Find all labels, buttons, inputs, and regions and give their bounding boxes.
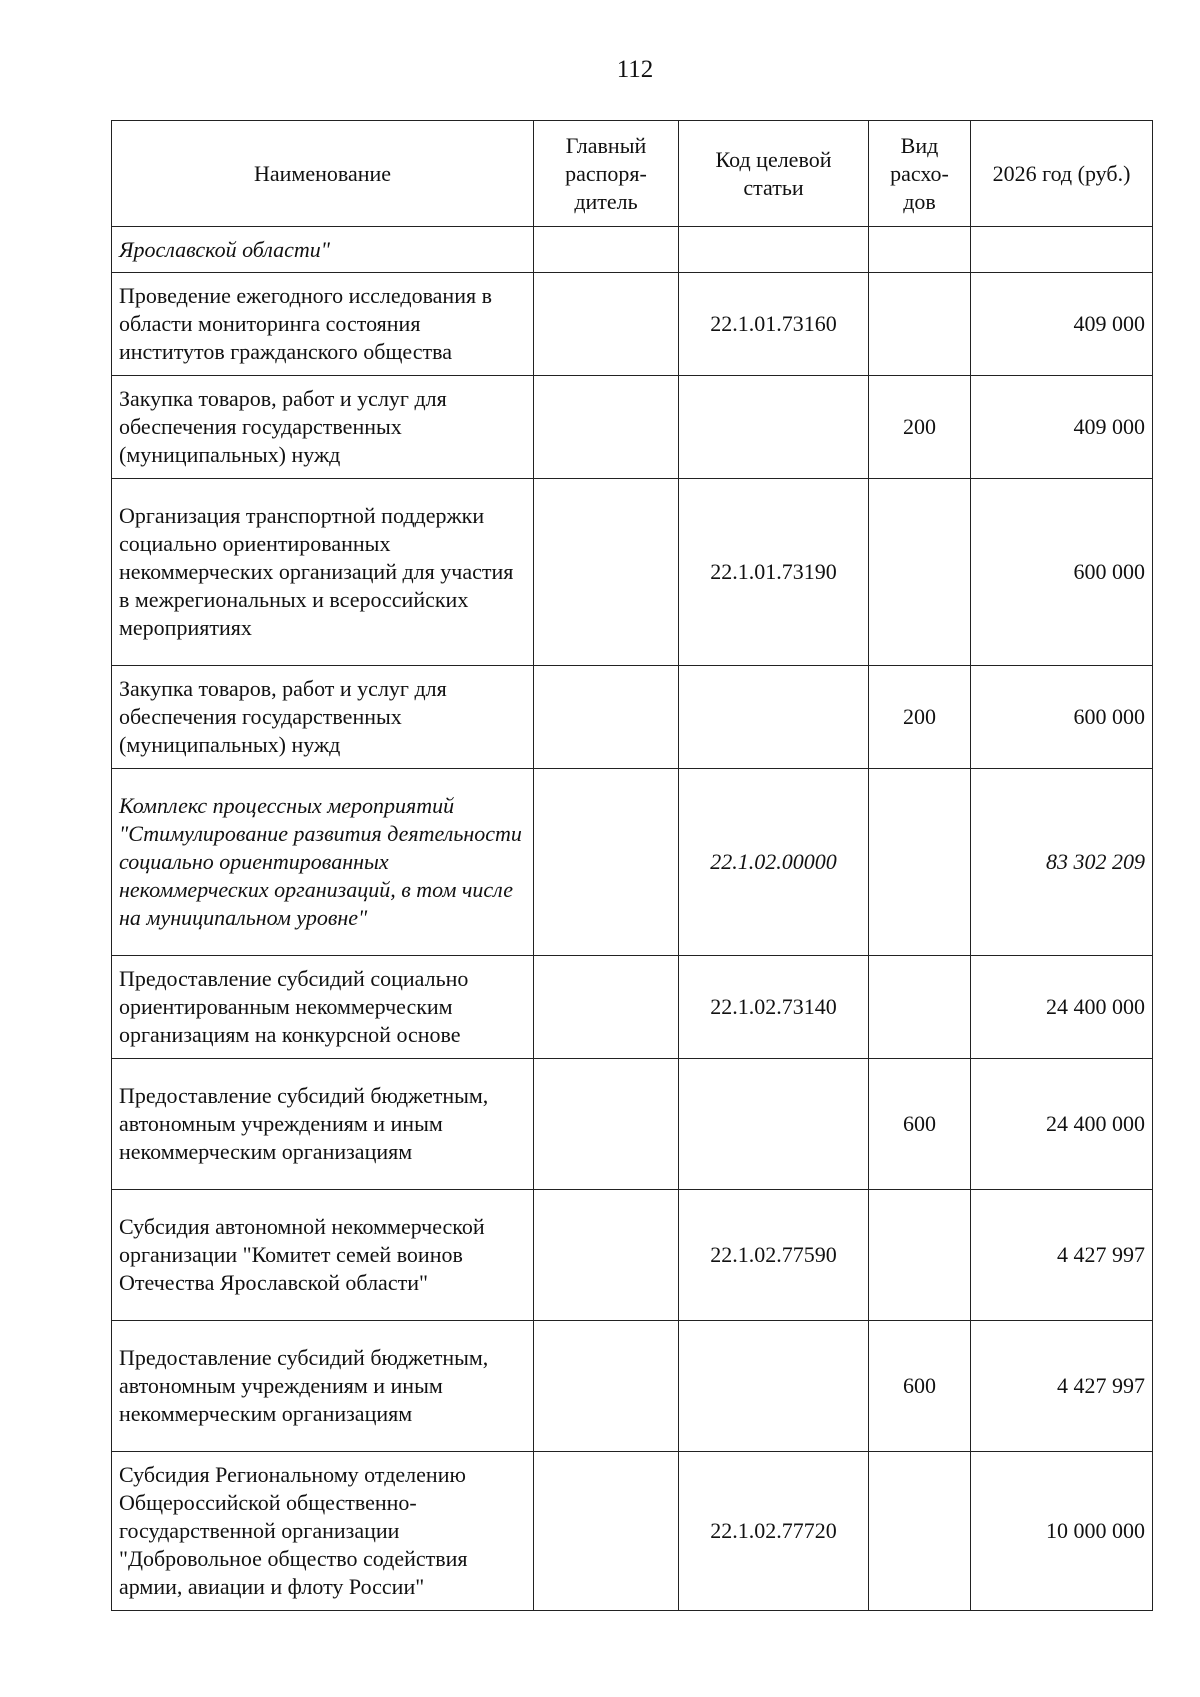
cell-kind [869,1452,971,1611]
cell-name: Закупка товаров, работ и услуг для обеспечения государственных (муниципальных) нужд [112,376,534,479]
table-body [112,227,1153,1611]
budget-table [111,120,1153,1611]
table-row [112,956,1153,1059]
cell-code [679,376,869,479]
table-row [112,1190,1153,1321]
header-dispatcher: Главный распоря- дитель [534,121,679,227]
cell-name: Субсидия Региональному отделению Общероссийской общественно-государственной организации "Добровольное общество содействия армии, авиации и флоту России" [112,1452,534,1611]
cell-kind [869,273,971,376]
table-row [112,769,1153,956]
cell-dispatcher [534,1321,679,1452]
header-code: Код целевой статьи [679,121,869,227]
table-row [112,666,1153,769]
cell-code [679,666,869,769]
table-row [112,1059,1153,1190]
cell-dispatcher [534,1059,679,1190]
cell-amount: 24 400 000 [971,1059,1153,1190]
cell-amount: 10 000 000 [971,1452,1153,1611]
cell-code: 22.1.01.73160 [679,273,869,376]
cell-kind [869,479,971,666]
cell-dispatcher [534,479,679,666]
header-name: Наименование [112,121,534,227]
table-row [112,1452,1153,1611]
cell-name: Ярославской области" [112,227,534,273]
cell-code [679,1059,869,1190]
cell-name: Субсидия автономной некоммерческой организации "Комитет семей воинов Отечества Ярославской области" [112,1190,534,1321]
cell-amount: 409 000 [971,273,1153,376]
cell-amount [971,227,1153,273]
table-row [112,273,1153,376]
cell-kind: 200 [869,376,971,479]
cell-kind [869,769,971,956]
cell-name: Комплекс процессных мероприятий "Стимулирование развития деятельности социально ориентированных некоммерческих организаций, в том числе на муниципальном уровне" [112,769,534,956]
cell-kind: 600 [869,1059,971,1190]
cell-amount: 600 000 [971,666,1153,769]
cell-amount: 24 400 000 [971,956,1153,1059]
cell-kind: 600 [869,1321,971,1452]
cell-dispatcher [534,1190,679,1321]
cell-dispatcher [534,666,679,769]
cell-amount: 4 427 997 [971,1321,1153,1452]
cell-code: 22.1.02.00000 [679,769,869,956]
cell-kind: 200 [869,666,971,769]
cell-code: 22.1.02.77720 [679,1452,869,1611]
cell-kind [869,227,971,273]
cell-name: Предоставление субсидий бюджетным, автономным учреждениям и иным некоммерческим организациям [112,1059,534,1190]
cell-code [679,227,869,273]
cell-code: 22.1.02.77590 [679,1190,869,1321]
table-row [112,376,1153,479]
cell-name: Организация транспортной поддержки социально ориентированных некоммерческих организаций для участия в межрегиональных и всероссийских мероприятиях [112,479,534,666]
table-row [112,479,1153,666]
cell-code [679,1321,869,1452]
cell-kind [869,1190,971,1321]
cell-dispatcher [534,376,679,479]
header-year: 2026 год (руб.) [971,121,1153,227]
cell-dispatcher [534,1452,679,1611]
table-header-row [112,121,1153,227]
cell-name: Закупка товаров, работ и услуг для обеспечения государственных (муниципальных) нужд [112,666,534,769]
cell-dispatcher [534,227,679,273]
table-row [112,227,1153,273]
cell-amount: 409 000 [971,376,1153,479]
cell-dispatcher [534,956,679,1059]
cell-amount: 83 302 209 [971,769,1153,956]
cell-kind [869,956,971,1059]
cell-dispatcher [534,273,679,376]
table-row [112,1321,1153,1452]
cell-amount: 4 427 997 [971,1190,1153,1321]
cell-amount: 600 000 [971,479,1153,666]
cell-name: Проведение ежегодного исследования в области мониторинга состояния институтов гражданского общества [112,273,534,376]
cell-dispatcher [534,769,679,956]
cell-code: 22.1.02.73140 [679,956,869,1059]
header-kind: Вид расхо- дов [869,121,971,227]
cell-code: 22.1.01.73190 [679,479,869,666]
page-number: 112 [616,56,654,83]
cell-name: Предоставление субсидий социально ориентированным некоммерческим организациям на конкурсной основе [112,956,534,1059]
cell-name: Предоставление субсидий бюджетным, автономным учреждениям и иным некоммерческим организациям [112,1321,534,1452]
